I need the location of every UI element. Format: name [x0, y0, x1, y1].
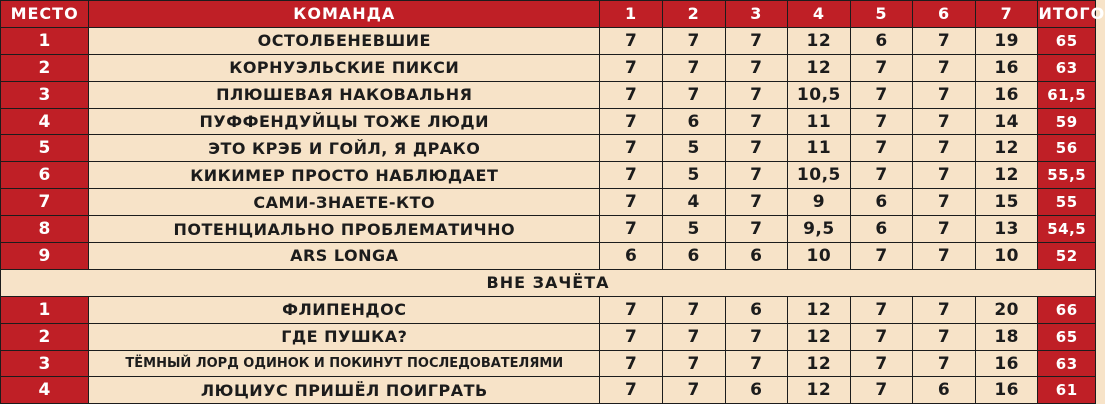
header-place: МЕСТО: [1, 1, 89, 28]
table-row: [1, 296, 1096, 323]
round-2-score-cell: 7: [662, 81, 725, 108]
round-1-score-cell: 7: [600, 296, 663, 323]
round-5-score-cell: 7: [850, 135, 913, 162]
team-name-cell: ARS LONGA: [89, 243, 600, 270]
round-6-score-cell: 7: [913, 81, 976, 108]
team-name-cell: ПОТЕНЦИАЛЬНО ПРОБЛЕМАТИЧНО: [89, 216, 600, 243]
round-7-score-cell: 13: [975, 216, 1038, 243]
table-row: [1, 216, 1096, 243]
round-4-score-cell: 12: [788, 54, 851, 81]
table-row: [1, 162, 1096, 189]
round-7-score-cell: 16: [975, 81, 1038, 108]
round-5-score-cell: 7: [850, 323, 913, 350]
round-1-score-cell: 7: [600, 81, 663, 108]
round-2-score-cell: 4: [662, 189, 725, 216]
place-cell: 3: [1, 350, 89, 377]
round-6-score-cell: 7: [913, 54, 976, 81]
team-name-cell: ГДЕ ПУШКА?: [89, 323, 600, 350]
round-5-score-cell: 7: [850, 350, 913, 377]
round-6-score-cell: 7: [913, 350, 976, 377]
table-body: [1, 27, 1096, 403]
round-1-score-cell: 7: [600, 54, 663, 81]
total-score-cell: 56: [1038, 135, 1096, 162]
round-3-score-cell: 7: [725, 216, 788, 243]
place-cell: 6: [1, 162, 89, 189]
round-4-score-cell: 11: [788, 135, 851, 162]
place-cell: 8: [1, 216, 89, 243]
total-score-cell: 61: [1038, 377, 1096, 404]
round-6-score-cell: 7: [913, 162, 976, 189]
round-3-score-cell: 6: [725, 243, 788, 270]
separator-row: [1, 269, 1096, 296]
header-round-3: 3: [725, 1, 788, 28]
round-2-score-cell: 7: [662, 296, 725, 323]
header-total: ИТОГО: [1038, 1, 1096, 28]
round-4-score-cell: 12: [788, 27, 851, 54]
team-name-cell: ЭТО КРЭБ И ГОЙЛ, Я ДРАКО: [89, 135, 600, 162]
out-of-competition-label: ВНЕ ЗАЧЁТА: [1, 269, 1096, 296]
round-4-score-cell: 12: [788, 323, 851, 350]
round-2-score-cell: 7: [662, 350, 725, 377]
round-1-score-cell: 7: [600, 323, 663, 350]
table-row: [1, 323, 1096, 350]
total-score-cell: 55,5: [1038, 162, 1096, 189]
table-row: [1, 189, 1096, 216]
round-1-score-cell: 7: [600, 189, 663, 216]
round-3-score-cell: 7: [725, 54, 788, 81]
round-5-score-cell: 7: [850, 296, 913, 323]
round-2-score-cell: 5: [662, 162, 725, 189]
table-row: [1, 27, 1096, 54]
round-7-score-cell: 12: [975, 162, 1038, 189]
round-3-score-cell: 7: [725, 323, 788, 350]
round-6-score-cell: 7: [913, 243, 976, 270]
round-6-score-cell: 7: [913, 27, 976, 54]
team-name-cell: ТЁМНЫЙ ЛОРД ОДИНОК И ПОКИНУТ ПОСЛЕДОВАТЕЛЯМИ: [89, 350, 600, 377]
round-3-score-cell: 6: [725, 296, 788, 323]
round-3-score-cell: 7: [725, 135, 788, 162]
round-4-score-cell: 12: [788, 377, 851, 404]
round-5-score-cell: 7: [850, 162, 913, 189]
place-cell: 1: [1, 296, 89, 323]
team-name-cell: САМИ-ЗНАЕТЕ-КТО: [89, 189, 600, 216]
place-cell: 9: [1, 243, 89, 270]
header-round-2: 2: [662, 1, 725, 28]
round-1-score-cell: 7: [600, 27, 663, 54]
round-1-score-cell: 7: [600, 377, 663, 404]
round-3-score-cell: 7: [725, 162, 788, 189]
round-1-score-cell: 6: [600, 243, 663, 270]
round-4-score-cell: 9: [788, 189, 851, 216]
round-6-score-cell: 7: [913, 323, 976, 350]
round-5-score-cell: 6: [850, 189, 913, 216]
total-score-cell: 66: [1038, 296, 1096, 323]
table-row: [1, 108, 1096, 135]
header-round-5: 5: [850, 1, 913, 28]
round-2-score-cell: 7: [662, 323, 725, 350]
round-7-score-cell: 18: [975, 323, 1038, 350]
round-4-score-cell: 10,5: [788, 162, 851, 189]
round-5-score-cell: 6: [850, 27, 913, 54]
round-7-score-cell: 16: [975, 350, 1038, 377]
round-2-score-cell: 7: [662, 54, 725, 81]
round-2-score-cell: 6: [662, 108, 725, 135]
total-score-cell: 55: [1038, 189, 1096, 216]
round-7-score-cell: 15: [975, 189, 1038, 216]
round-4-score-cell: 12: [788, 296, 851, 323]
place-cell: 4: [1, 108, 89, 135]
round-1-score-cell: 7: [600, 162, 663, 189]
total-score-cell: 65: [1038, 323, 1096, 350]
round-6-score-cell: 7: [913, 189, 976, 216]
round-4-score-cell: 9,5: [788, 216, 851, 243]
round-3-score-cell: 7: [725, 81, 788, 108]
round-3-score-cell: 7: [725, 189, 788, 216]
header-round-7: 7: [975, 1, 1038, 28]
total-score-cell: 54,5: [1038, 216, 1096, 243]
round-5-score-cell: 6: [850, 216, 913, 243]
round-3-score-cell: 7: [725, 350, 788, 377]
round-7-score-cell: 16: [975, 377, 1038, 404]
round-1-score-cell: 7: [600, 216, 663, 243]
table-row: [1, 243, 1096, 270]
total-score-cell: 59: [1038, 108, 1096, 135]
table-row: [1, 377, 1096, 404]
round-4-score-cell: 12: [788, 350, 851, 377]
table-row: [1, 135, 1096, 162]
round-2-score-cell: 6: [662, 243, 725, 270]
round-3-score-cell: 6: [725, 377, 788, 404]
header-row: [1, 1, 1096, 28]
round-7-score-cell: 19: [975, 27, 1038, 54]
total-score-cell: 61,5: [1038, 81, 1096, 108]
team-name-cell: КИКИМЕР ПРОСТО НАБЛЮДАЕТ: [89, 162, 600, 189]
total-score-cell: 63: [1038, 350, 1096, 377]
round-6-score-cell: 6: [913, 377, 976, 404]
round-6-score-cell: 7: [913, 296, 976, 323]
round-2-score-cell: 7: [662, 377, 725, 404]
header-round-6: 6: [913, 1, 976, 28]
place-cell: 4: [1, 377, 89, 404]
round-7-score-cell: 12: [975, 135, 1038, 162]
round-7-score-cell: 10: [975, 243, 1038, 270]
place-cell: 2: [1, 54, 89, 81]
round-4-score-cell: 10,5: [788, 81, 851, 108]
round-3-score-cell: 7: [725, 108, 788, 135]
team-name-cell: КОРНУЭЛЬСКИЕ ПИКСИ: [89, 54, 600, 81]
round-6-score-cell: 7: [913, 135, 976, 162]
round-3-score-cell: 7: [725, 27, 788, 54]
round-7-score-cell: 16: [975, 54, 1038, 81]
table-row: [1, 81, 1096, 108]
round-7-score-cell: 20: [975, 296, 1038, 323]
team-name-cell: ФЛИПЕНДОС: [89, 296, 600, 323]
round-4-score-cell: 11: [788, 108, 851, 135]
table-row: [1, 350, 1096, 377]
round-4-score-cell: 10: [788, 243, 851, 270]
round-7-score-cell: 14: [975, 108, 1038, 135]
round-5-score-cell: 7: [850, 108, 913, 135]
table-row: [1, 54, 1096, 81]
round-6-score-cell: 7: [913, 108, 976, 135]
place-cell: 2: [1, 323, 89, 350]
round-2-score-cell: 5: [662, 135, 725, 162]
team-name-cell: ОСТОЛБЕНЕВШИЕ: [89, 27, 600, 54]
header-round-4: 4: [788, 1, 851, 28]
team-name-cell: ЛЮЦИУС ПРИШЁЛ ПОИГРАТЬ: [89, 377, 600, 404]
round-1-score-cell: 7: [600, 108, 663, 135]
round-2-score-cell: 5: [662, 216, 725, 243]
team-name-cell: ПУФФЕНДУЙЦЫ ТОЖЕ ЛЮДИ: [89, 108, 600, 135]
place-cell: 3: [1, 81, 89, 108]
place-cell: 7: [1, 189, 89, 216]
round-5-score-cell: 7: [850, 243, 913, 270]
round-2-score-cell: 7: [662, 27, 725, 54]
place-cell: 5: [1, 135, 89, 162]
header-team: КОМАНДА: [89, 1, 600, 28]
total-score-cell: 65: [1038, 27, 1096, 54]
round-5-score-cell: 7: [850, 377, 913, 404]
round-1-score-cell: 7: [600, 350, 663, 377]
team-name-cell: ПЛЮШЕВАЯ НАКОВАЛЬНЯ: [89, 81, 600, 108]
round-5-score-cell: 7: [850, 81, 913, 108]
round-6-score-cell: 7: [913, 216, 976, 243]
round-1-score-cell: 7: [600, 135, 663, 162]
total-score-cell: 63: [1038, 54, 1096, 81]
place-cell: 1: [1, 27, 89, 54]
total-score-cell: 52: [1038, 243, 1096, 270]
header-round-1: 1: [600, 1, 663, 28]
round-5-score-cell: 7: [850, 54, 913, 81]
